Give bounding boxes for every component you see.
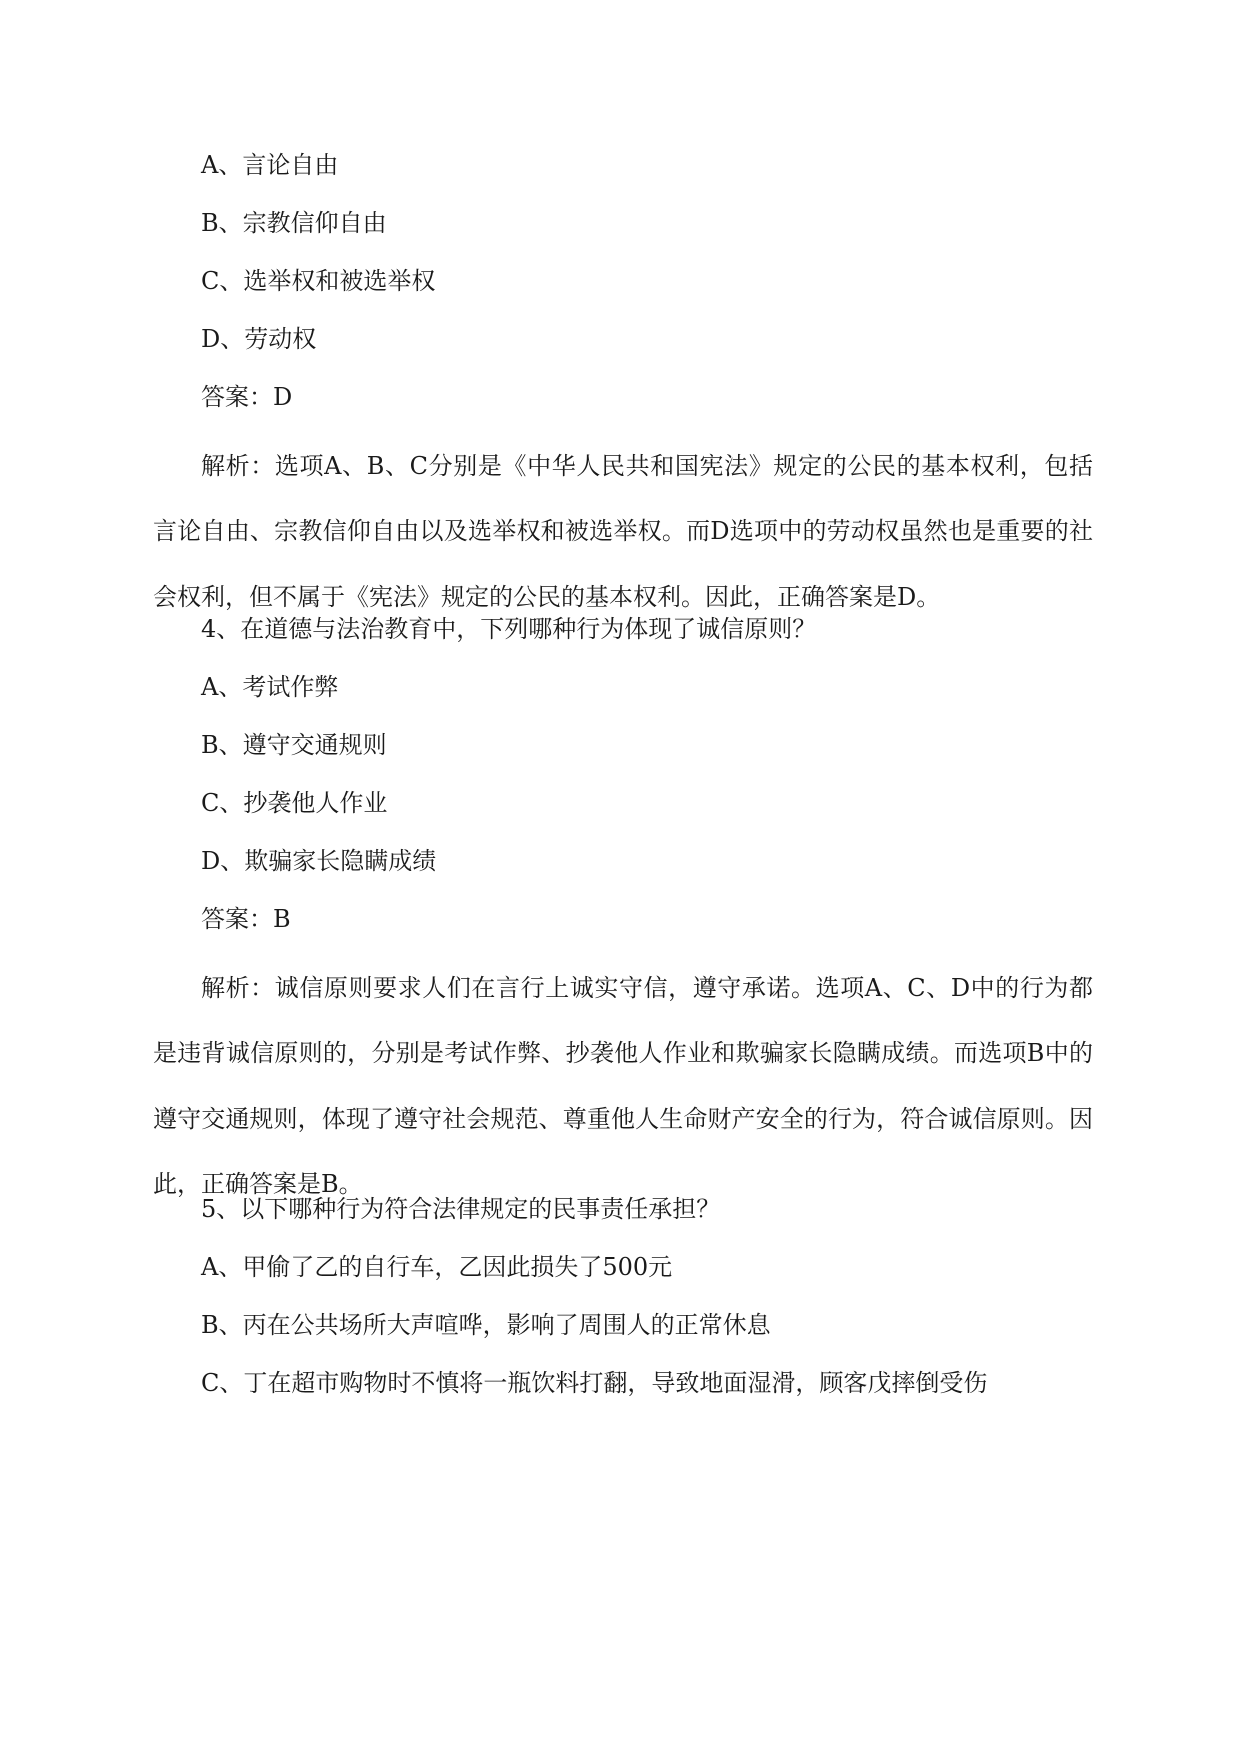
q3-option-d: D、劳动权 — [201, 325, 317, 353]
q4-question: 4、在道德与法治教育中，下列哪种行为体现了诚信原则？ — [201, 615, 817, 643]
q4-option-b: B、遵守交通规则 — [201, 731, 387, 759]
q4-answer: 答案：B — [201, 905, 291, 933]
q3-option-a: A、言论自由 — [201, 151, 339, 179]
q5-option-b: B、丙在公共场所大声喧哗，影响了周围人的正常休息 — [201, 1311, 771, 1339]
q3-option-c: C、选举权和被选举权 — [201, 267, 436, 295]
q3-analysis: 解析：选项A、B、C分别是《中华人民共和国宪法》规定的公民的基本权利，包括言论自由、宗教信仰自由以及选举权和被选举权。而D选项中的劳动权虽然也是重要的社会权利，但不属于《宪法》规定的公民的基本权利。因此，正确答案是D。 — [153, 452, 1093, 611]
q4-option-c: C、抄袭他人作业 — [201, 789, 388, 817]
q4-option-d: D、欺骗家长隐瞒成绩 — [201, 847, 437, 875]
q3-option-b: B、宗教信仰自由 — [201, 209, 387, 237]
q3-answer: 答案：D — [201, 383, 293, 411]
q5-option-c: C、丁在超市购物时不慎将一瓶饮料打翻，导致地面湿滑，顾客戊摔倒受伤 — [201, 1369, 988, 1397]
q4-analysis: 解析：诚信原则要求人们在言行上诚实守信，遵守承诺。选项A、C、D中的行为都是违背诚信原则的，分别是考试作弊、抄袭他人作业和欺骗家长隐瞒成绩。而选项B中的遵守交通规则，体现了遵守社会规范、尊重他人生命财产安全的行为，符合诚信原则。因此，正确答案是B。 — [153, 974, 1093, 1198]
q5-question: 5、以下哪种行为符合法律规定的民事责任承担？ — [201, 1195, 721, 1223]
q5-option-a: A、甲偷了乙的自行车，乙因此损失了500元 — [201, 1253, 673, 1281]
q4-option-a: A、考试作弊 — [201, 673, 339, 701]
